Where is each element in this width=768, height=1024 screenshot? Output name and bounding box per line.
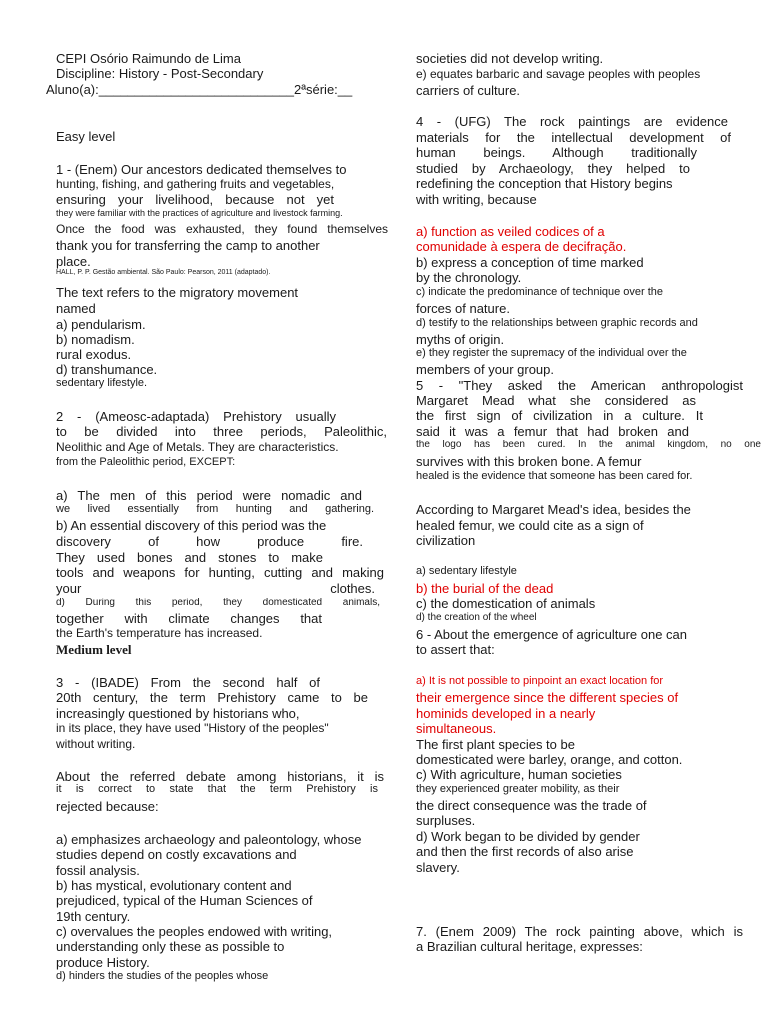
answer-option: d) transhumance. xyxy=(56,362,158,377)
answer-option: b) nomadism. xyxy=(56,332,135,347)
question-line: increasingly questioned by historians who, xyxy=(56,706,300,721)
question-line: rejected because: xyxy=(56,799,159,814)
answer-option: tools and weapons for hunting, cutting and making xyxy=(56,566,384,580)
question-line: to be divided into three periods, Paleolithic, xyxy=(56,425,387,439)
answer-option: domesticated were barley, orange, and cotton. xyxy=(416,752,683,767)
answer-option: b) express a conception of time marked xyxy=(416,255,644,270)
question-line: civilization xyxy=(416,533,476,548)
answer-option-highlighted: comunidade à espera de decifração. xyxy=(416,239,627,254)
answer-option: societies did not develop writing. xyxy=(416,51,604,66)
question-line: Neolithic and Age of Metals. They are characteristics. xyxy=(56,440,339,454)
question-line: 4 - (UFG) The rock paintings are evidence xyxy=(416,115,728,129)
question-line: 7. (Enem 2009) The rock painting above, which is xyxy=(416,925,743,939)
answer-option-highlighted: their emergence since the different species of xyxy=(416,690,679,705)
question-line: The text refers to the migratory movement xyxy=(56,285,299,300)
question-line: survives with this broken bone. A femur xyxy=(416,454,642,469)
answer-option-highlighted: a) function as veiled codices of a xyxy=(416,224,605,239)
answer-option: surpluses. xyxy=(416,813,476,828)
question-line: they were familiar with the practices of agriculture and livestock farming. xyxy=(56,208,343,218)
question-line: hunting, fishing, and gathering fruits and vegetables, xyxy=(56,177,335,191)
answer-option-highlighted: hominids developed in a nearly xyxy=(416,706,596,721)
question-line: redefining the conception that History begins xyxy=(416,176,673,191)
answer-option: fossil analysis. xyxy=(56,863,140,878)
answer-option: discovery of how produce fire. xyxy=(56,535,363,549)
answer-option: together with climate changes that xyxy=(56,612,322,626)
answer-option: d) Work began to be divided by gender xyxy=(416,829,640,844)
answer-option: c) the domestication of animals xyxy=(416,596,596,611)
answer-option: carriers of culture. xyxy=(416,83,521,98)
answer-option: forces of nature. xyxy=(416,301,510,316)
question-line: 5 - "They asked the American anthropologist xyxy=(416,379,743,393)
question-line: materials for the intellectual development of xyxy=(416,131,731,145)
answer-option: studies depend on costly excavations and xyxy=(56,847,297,862)
level-heading-medium: Medium level xyxy=(56,642,132,657)
answer-option: b) has mystical, evolutionary content and xyxy=(56,878,292,893)
question-line: healed is the evidence that someone has been cared for. xyxy=(416,470,693,482)
question-line: with writing, because xyxy=(416,192,537,207)
question-line: without writing. xyxy=(56,737,136,751)
answer-option: e) they register the supremacy of the individual over the xyxy=(416,347,687,359)
question-line: thank you for transferring the camp to another xyxy=(56,238,320,253)
question-line: from the Paleolithic period, EXCEPT: xyxy=(56,456,236,468)
answer-option: d) testify to the relationships between graphic records and xyxy=(416,317,698,329)
question-line: named xyxy=(56,301,96,316)
answer-option: e) equates barbaric and savage peoples with peoples xyxy=(416,67,701,81)
answer-option: by the chronology. xyxy=(416,270,522,285)
student-name-line: Aluno(a):___________________________2ªsérie:__ xyxy=(46,82,353,97)
question-line: According to Margaret Mead's idea, besides the xyxy=(416,502,691,517)
answer-option: d) hinders the studies of the peoples whose xyxy=(56,970,269,982)
question-line: to assert that: xyxy=(416,642,495,657)
answer-option: a) emphasizes archaeology and paleontology, whose xyxy=(56,832,362,847)
answer-option-highlighted: simultaneous. xyxy=(416,721,497,736)
answer-option: c) overvalues the peoples endowed with writing, xyxy=(56,924,333,939)
answer-option-highlighted: b) the burial of the dead xyxy=(416,581,554,596)
level-heading-easy: Easy level xyxy=(56,129,116,144)
answer-option: your clothes. xyxy=(56,582,375,596)
answer-option: members of your group. xyxy=(416,362,555,377)
answer-option-highlighted: a) It is not possible to pinpoint an exact location for xyxy=(416,675,664,687)
answer-option: myths of origin. xyxy=(416,332,505,347)
answer-option: a) pendularism. xyxy=(56,317,146,332)
question-line: studied by Archaeology, they helped to xyxy=(416,162,690,176)
question-line: healed femur, we could cite as a sign of xyxy=(416,518,644,533)
question-line: 1 - (Enem) Our ancestors dedicated themselves to xyxy=(56,162,347,177)
answer-option: understanding only these as possible to xyxy=(56,939,285,954)
answer-option: 19th century. xyxy=(56,909,131,924)
answer-option: b) An essential discovery of this period was the xyxy=(56,518,327,533)
question-line: ensuring your livelihood, because not yet xyxy=(56,193,334,207)
question-line: it is correct to state that the term Prehistory is xyxy=(56,784,378,795)
answer-option: a) sedentary lifestyle xyxy=(416,565,517,577)
question-line: the logo has been cured. In the animal kingdom, no one xyxy=(416,440,761,450)
answer-option: They used bones and stones to make xyxy=(56,551,323,565)
answer-option: c) indicate the predominance of technique over the xyxy=(416,286,664,298)
answer-option: we lived essentially from hunting and gathering. xyxy=(56,504,374,515)
question-line: in its place, they have used "History of the peoples" xyxy=(56,721,329,735)
question-line: a Brazilian cultural heritage, expresses: xyxy=(416,939,643,954)
answer-option: a) The men of this period were nomadic and xyxy=(56,489,362,503)
discipline-line: Discipline: History - Post-Secondary xyxy=(56,66,264,81)
answer-option: The first plant species to be xyxy=(416,737,575,752)
question-line: 20th century, the term Prehistory came to be xyxy=(56,691,368,705)
answer-option: d) During this period, they domesticated animals, xyxy=(56,598,380,608)
question-line: 3 - (IBADE) From the second half of xyxy=(56,676,320,690)
answer-option: sedentary lifestyle. xyxy=(56,377,148,389)
question-line: place. xyxy=(56,254,91,269)
citation: HALL, P. P. Gestão ambiental. São Paulo: Pearson, 2011 (adaptado). xyxy=(56,269,271,276)
question-line: the first sign of civilization in a culture. It xyxy=(416,409,703,423)
answer-option: and then the first records of also arise xyxy=(416,844,634,859)
answer-option: the direct consequence was the trade of xyxy=(416,798,647,813)
question-line: human beings. Although traditionally xyxy=(416,146,697,160)
answer-option: d) the creation of the wheel xyxy=(416,612,537,623)
answer-option: rural exodus. xyxy=(56,347,132,362)
question-line: Once the food was exhausted, they found themselves xyxy=(56,223,388,236)
answer-option: prejudiced, typical of the Human Sciences of xyxy=(56,893,313,908)
question-line: Margaret Mead what she considered as xyxy=(416,394,696,408)
answer-option: slavery. xyxy=(416,860,460,875)
answer-option: c) With agriculture, human societies xyxy=(416,767,622,782)
answer-option: the Earth's temperature has increased. xyxy=(56,626,263,640)
school-name: CEPI Osório Raimundo de Lima xyxy=(56,51,241,66)
question-line: About the referred debate among historians, it is xyxy=(56,770,384,784)
answer-option: they experienced greater mobility, as their xyxy=(416,783,620,795)
answer-option: produce History. xyxy=(56,955,150,970)
question-line: said it was a femur that had broken and xyxy=(416,425,689,439)
question-line: 2 - (Ameosc-adaptada) Prehistory usually xyxy=(56,410,336,424)
question-line: 6 - About the emergence of agriculture one can xyxy=(416,627,688,642)
